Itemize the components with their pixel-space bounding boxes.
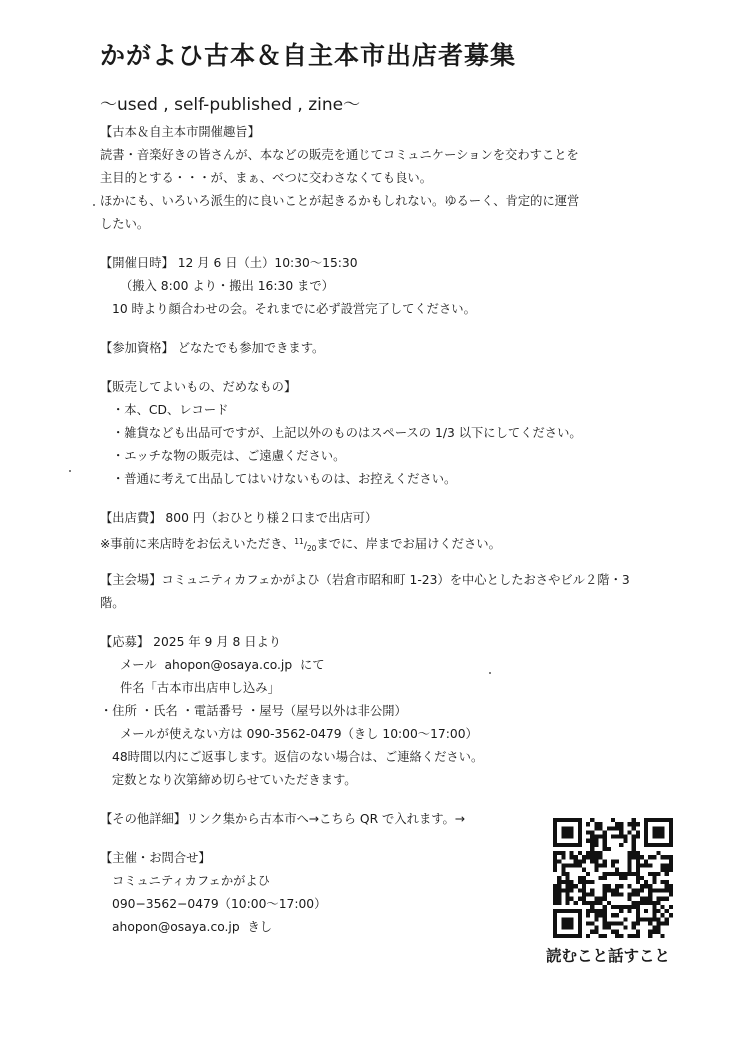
apply-subject: 件名「古本市出店申し込み」 [120,681,280,695]
fee-note-before: ※事前に来店時をお伝えいただき、 [100,537,295,551]
schedule-load-times: （搬入 8:00 より・搬出 16:30 まで） [120,279,334,293]
purpose-line-2: 主目的とする・・・が、まぁ、べつに交わさなくても良い。 [100,171,433,185]
apply-mail-address[interactable]: ahopon@osaya.co.jp [164,658,293,672]
organizer-heading: 【主催・お問合せ】 [100,851,211,865]
page-title: かがよひ古本＆自主本市出店者募集 [100,41,517,70]
eligibility-row [100,337,640,360]
purpose-heading: 【古本＆自主本市開催趣旨】 [100,125,260,139]
fee-value: 800 円（おひとり様２口まで出店可） [165,511,378,525]
schedule-value: 12 月 6 日（土）10:30〜15:30 [177,256,358,270]
fee-note-fraction: $^{11}/_{20}$ [294,537,317,553]
page-subtitle: 〜used , self-published , zine〜 [100,95,361,115]
organizer-email[interactable]: ahopon@osaya.co.jp [112,920,240,934]
purpose-line-4: したい。 [100,217,150,231]
fee-note-numerator: 11 [294,537,304,546]
items-heading: 【販売してよいもの、だめなもの】 [100,380,297,394]
details-heading: 【その他詳細】 [100,812,187,826]
qr-code-icon[interactable] [553,818,673,938]
schedule-heading: 【開催日時】 [100,256,174,270]
purpose-line-3: ほかにも、いろいろ派生的に良いことが起きるかもしれない。ゆるーく、肯定的に運営 [100,194,580,208]
organizer-phone: 090−3562−0479（10:00〜17:00） [112,897,327,911]
fee-note-denominator: 20 [306,543,317,553]
apply-heading: 【応募】 [100,635,150,649]
qr-caption: 読むこと話すこと [546,947,671,965]
items-list-item-3: ・エッチな物の販売は、ご遠慮ください。 [112,449,346,463]
qr-code-graphic [553,818,673,938]
fee-note [100,530,640,553]
apply-no-mail: メールが使えない方は 090-3562-0479（きし 10:00〜17:00） [120,727,478,741]
organizer-name: コミュニティカフェかがよひ [112,874,271,888]
flyer-content [100,121,640,939]
fee-row [100,507,640,530]
fee-note-after: までに、岸までお届けください。 [316,537,501,551]
purpose-line-1: 読書・音楽好きの皆さんが、本などの販売を通じてコミュニケーションを交わすことを [100,148,579,162]
venue-heading: 【主会場】 [100,573,162,587]
details-text: リンク集から古本市へ→こちら QR で入れます。→ [186,812,466,826]
scan-speck [489,672,491,674]
apply-reply: 48時間以内にご返事します。返信のない場合は、ご連絡ください。 [112,750,484,764]
scan-speck [93,204,95,206]
venue-row [100,569,640,615]
items-list-item-2: ・雑貨なども出品可ですが、上記以外のものはスペースの 1/3 以下にしてください。 [112,426,582,440]
items-list-item-1: ・本、CD、レコード [112,403,229,417]
fee-heading: 【出店費】 [100,511,162,525]
schedule-row [100,252,640,275]
venue-text: コミュニティカフェかがよひ（岩倉市昭和町 1-23）を中心としたおさやビル２階・3階。 [100,573,630,610]
apply-closing: 定数となり次第締め切らせていただきます。 [112,773,357,787]
eligibility-heading: 【参加資格】 [100,341,174,355]
apply-mail [100,654,640,677]
apply-mail-suffix: にて [299,658,325,672]
apply-mail-label: メール [120,658,157,672]
apply-row [100,631,640,654]
eligibility-value: どなたでも参加できます。 [177,341,325,355]
organizer-person: きし [247,920,273,934]
apply-fields: ・住所 ・氏名 ・電話番号 ・屋号（屋号以外は非公開） [100,704,407,718]
items-list-item-4: ・普通に考えて出品してはいけないものは、お控えください。 [112,472,457,486]
apply-start: 2025 年 9 月 8 日より [153,635,282,649]
schedule-meeting: 10 時より顔合わせの会。それまでに必ず設営完了してください。 [112,302,476,316]
scan-speck [69,470,71,472]
